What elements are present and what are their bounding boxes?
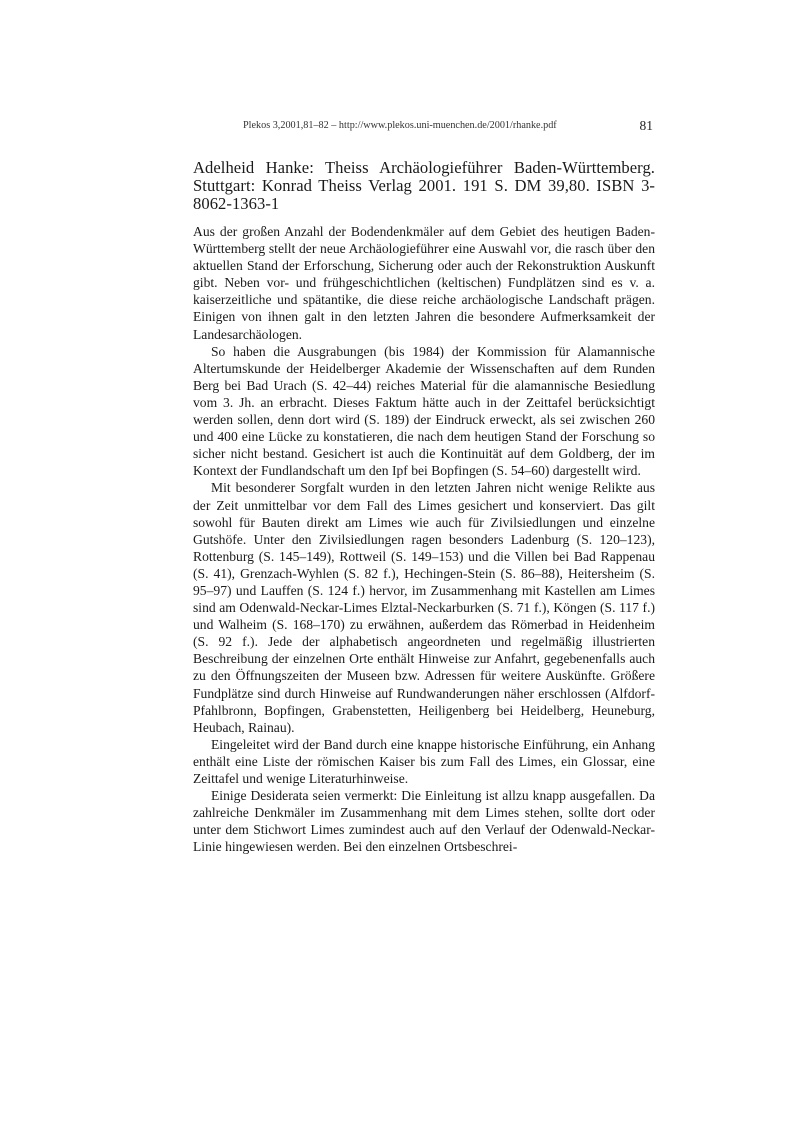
running-header — [193, 118, 655, 134]
paragraph-4: Eingeleitet wird der Band durch eine knappe historische Einführung, ein Anhang enthält eine Liste der römischen Kaiser bis zum Fall des Limes, ein Glossar, eine Zeittafel und wenige Literaturhinweise. — [193, 736, 655, 786]
review-title: Adelheid Hanke: Theiss Archäologieführer Baden-Württemberg. Stuttgart: Konrad Theiss Verlag 2001. 191 S. DM 39,80. ISBN 3-8062-1363-1 — [193, 158, 655, 213]
paragraph-5: Einige Desiderata seien vermerkt: Die Einleitung ist allzu knapp ausgefallen. Da zahlreiche Denkmäler im Zusammenhang mit dem Limes stehen, sollte dort oder unter dem Stichwort Limes zumindest auch auf den Verlauf der Odenwald-Neckar-Linie hingewiesen werden. Bei den einzelnen Ortsbeschrei- — [193, 788, 655, 855]
review-body — [193, 223, 655, 855]
paragraph-1: Aus der großen Anzahl der Bodendenkmäler auf dem Gebiet des heutigen Baden-Württemberg stellt der neue Archäologieführer eine Auswahl vor, die rasch über den aktuellen Stand der Erforschung, Sicherung oder auch der Rekonstruktion Auskunft gibt. Neben vor- und frühgeschichtlichen (keltischen) Fundplätzen sind es v. a. kaiserzeitliche und spätantike, die diese reiche archäologische Landschaft prägen. Einigen von ihnen galt in den letzten Jahren die besondere Aufmerksamkeit der Landesarchäologen. — [193, 224, 655, 342]
citation-source: Plekos 3,2001,81–82 – http://www.plekos.uni-muenchen.de/2001/rhanke.pdf — [243, 120, 557, 131]
paragraph-3: Mit besonderer Sorgfalt wurden in den letzten Jahren nicht wenige Relikte aus der Zeit unmittelbar vor dem Fall des Limes gesichert und konserviert. Das gilt sowohl für Bauten direkt am Limes wie auch für Zivilsiedlungen und einzelne Gutshöfe. Unter den Zivilsiedlungen ragen besonders Ladenburg (S. 120–123), Rottenburg (S. 145–149), Rottweil (S. 149–153) und die Villen bei Bad Rappenau (S. 41), Grenzach-Wyhlen (S. 82 f.), Hechingen-Stein (S. 86–88), Heitersheim (S. 95–97) und Lauffen (S. 124 f.) hervor, im Zusammenhang mit Kastellen am Limes sind am Odenwald-Neckar-Limes Elztal-Neckarburken (S. 71 f.), Köngen (S. 117 f.) und Walheim (S. 168–170) zu erwähnen, außerdem das Römerbad in Heidenheim (S. 92 f.). Jede der alphabetisch angeordneten und regelmäßig illustrierten Beschreibung der einzelnen Orte enthält Hinweise zur Anfahrt, gegebenenfalls auch zu den Öffnungszeiten der Museen bzw. Adressen für weitere Auskünfte. Größere Fundplätze sind durch Hinweise auf Rundwanderungen näher erschlossen (Alfdorf-Pfahlbronn, Bopfingen, Grabenstetten, Heiligenberg bei Heidelberg, Heuneburg, Heubach, Rainau). — [193, 480, 655, 735]
page-number: 81 — [639, 118, 653, 133]
paragraph-2: So haben die Ausgrabungen (bis 1984) der Kommission für Alamannische Altertumskunde der Heidelberger Akademie der Wissenschaften auf dem Runden Berg bei Bad Urach (S. 42–44) reiches Material für die alamannische Besiedlung vom 3. Jh. an erbracht. Dieses Faktum hätte auch in der Zeittafel berücksichtigt werden sollen, denn dort wird (S. 189) der Eindruck erweckt, als sei zwischen 260 und 400 eine Lücke zu konstatieren, die nach dem heutigen Stand der Forschung so sicher nicht bestand. Gesichert ist auch die Kontinuität auf dem Goldberg, der im Kontext der Fundlandschaft um den Ipf bei Bopfingen (S. 54–60) dargestellt wird. — [193, 343, 655, 479]
